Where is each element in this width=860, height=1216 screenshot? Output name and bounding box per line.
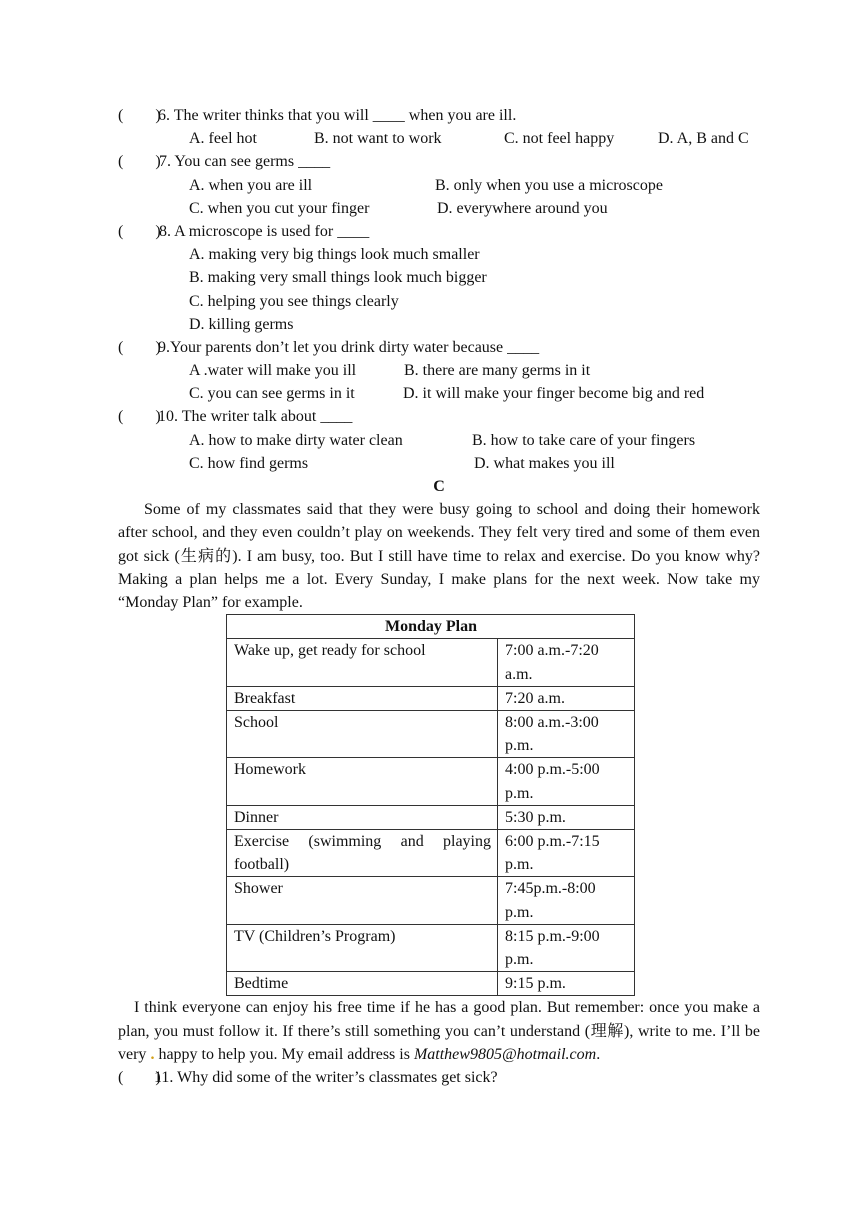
- time-cell: 6:00 p.m.-7:15 p.m.: [498, 830, 635, 877]
- answer-blank[interactable]: ( ): [118, 338, 161, 356]
- time-cell: 7:45p.m.-8:00 p.m.: [498, 877, 635, 924]
- time-cell: 8:00 a.m.-3:00 p.m.: [498, 711, 635, 758]
- option-c: C. when you cut your finger: [189, 199, 370, 217]
- option-d: D. everywhere around you: [437, 199, 608, 217]
- options-row: [118, 429, 760, 452]
- time-cell: 4:00 p.m.-5:00 p.m.: [498, 758, 635, 805]
- option-a: A. when you are ill: [189, 176, 313, 194]
- option-a: A. how to make dirty water clean: [189, 431, 403, 449]
- time-cell: 5:30 p.m.: [498, 805, 635, 829]
- option-d: D. killing germs: [189, 315, 294, 333]
- question-stem: 9.Your parents don’t let you drink dirty water because ____: [158, 338, 540, 356]
- activity-cell: School: [227, 711, 498, 758]
- option-b: B. there are many germs in it: [404, 362, 591, 380]
- question-stem: 6. The writer thinks that you will ____ when you are ill.: [158, 107, 517, 124]
- option-c: C. how find germs: [189, 454, 309, 472]
- activity-cell: Wake up, get ready for school: [227, 639, 498, 686]
- option-a: A. making very big things look much smaller: [189, 246, 480, 264]
- table-title: Monday Plan: [227, 615, 635, 639]
- option-c: C. helping you see things clearly: [189, 292, 399, 310]
- option-b: B. only when you use a microscope: [435, 176, 663, 194]
- exam-content: [118, 104, 760, 1089]
- activity-cell: Exercise (swimming and playing football): [227, 830, 498, 877]
- email-address: Matthew9805@hotmail.com: [413, 1045, 597, 1063]
- question-7: [118, 150, 760, 173]
- time-cell: 8:15 p.m.-9:00 p.m.: [498, 924, 635, 971]
- options-row: [118, 359, 760, 382]
- options-row: [118, 197, 760, 220]
- activity-cell: Breakfast: [227, 686, 498, 710]
- monday-plan-table: [226, 614, 635, 996]
- table-header-row: [227, 615, 635, 639]
- question-10: [118, 405, 760, 428]
- paragraph-2-text: I think everyone can enjoy his free time if he has a good plan. But remember: once you make a plan, you must follow it. If there’s still something you can’t understand (理解), write to me. I’ll be very: [118, 999, 760, 1063]
- question-stem: 7. You can see germs ____: [159, 153, 331, 171]
- table-row: [227, 686, 635, 710]
- options-row: [118, 174, 760, 197]
- table-row: [227, 877, 635, 924]
- table-row: [227, 830, 635, 877]
- activity-cell: Dinner: [227, 805, 498, 829]
- section-title: C: [433, 478, 445, 495]
- option-a: A .water will make you ill: [189, 362, 357, 380]
- options-row: [118, 127, 760, 150]
- question-8: [118, 220, 760, 243]
- question-stem: 10. The writer talk about ____: [158, 408, 353, 426]
- question-stem: 8. A microscope is used for ____: [159, 222, 370, 240]
- passage-paragraph-2: [118, 996, 760, 1066]
- option-d: D. it will make your finger become big and red: [403, 385, 705, 403]
- table-row: [227, 805, 635, 829]
- option-d: D. A, B and C: [658, 130, 749, 148]
- option-b: B. making very small things look much bigger: [189, 269, 487, 287]
- table-row: [227, 711, 635, 758]
- question-stem: 11. Why did some of the writer’s classmates get sick?: [154, 1069, 498, 1087]
- options-row: [118, 266, 760, 289]
- options-row: [118, 452, 760, 475]
- options-row: [118, 290, 760, 313]
- options-row: [118, 243, 760, 266]
- activity-cell: Bedtime: [227, 972, 498, 996]
- time-cell: 7:00 a.m.-7:20 a.m.: [498, 639, 635, 686]
- time-cell: 9:15 p.m.: [498, 972, 635, 996]
- time-cell: 7:20 a.m.: [498, 686, 635, 710]
- question-6: [118, 104, 760, 127]
- table-row: [227, 758, 635, 805]
- option-a: A. feel hot: [189, 130, 257, 148]
- activity-cell: Shower: [227, 877, 498, 924]
- answer-blank[interactable]: ( ): [118, 222, 161, 240]
- table-row: [227, 639, 635, 686]
- options-row: [118, 313, 760, 336]
- answer-blank[interactable]: ( ): [118, 107, 161, 124]
- answer-blank[interactable]: ( ): [118, 1069, 161, 1087]
- paragraph-2-text-cont: happy to help you. My email address is: [158, 1045, 410, 1063]
- answer-blank[interactable]: ( ): [118, 153, 161, 171]
- table-row: [227, 972, 635, 996]
- activity-cell: Homework: [227, 758, 498, 805]
- table-row: [227, 924, 635, 971]
- highlight-mark: .: [150, 1045, 155, 1063]
- option-b: B. not want to work: [314, 130, 442, 148]
- activity-cell: TV (Children’s Program): [227, 924, 498, 971]
- question-11: [118, 1066, 760, 1089]
- option-c: C. not feel happy: [504, 130, 615, 148]
- passage-paragraph-1: Some of my classmates said that they were busy going to school and doing their homework after school, and they even couldn’t play on weekends. They felt very tired and some of them even got sick (生病的). I am busy, too. But I still have time to relax and exercise. Do you know why? Making a plan helps me a lot. Every Sunday, I make plans for the next week. Now take my “Monday Plan” for example.: [118, 501, 760, 611]
- paragraph-2-end: .: [596, 1045, 601, 1063]
- option-c: C. you can see germs in it: [189, 385, 355, 403]
- option-d: D. what makes you ill: [474, 454, 615, 472]
- question-9: [118, 336, 760, 359]
- option-b: B. how to take care of your fingers: [472, 431, 696, 449]
- answer-blank[interactable]: ( ): [118, 408, 161, 426]
- options-row: [118, 382, 760, 405]
